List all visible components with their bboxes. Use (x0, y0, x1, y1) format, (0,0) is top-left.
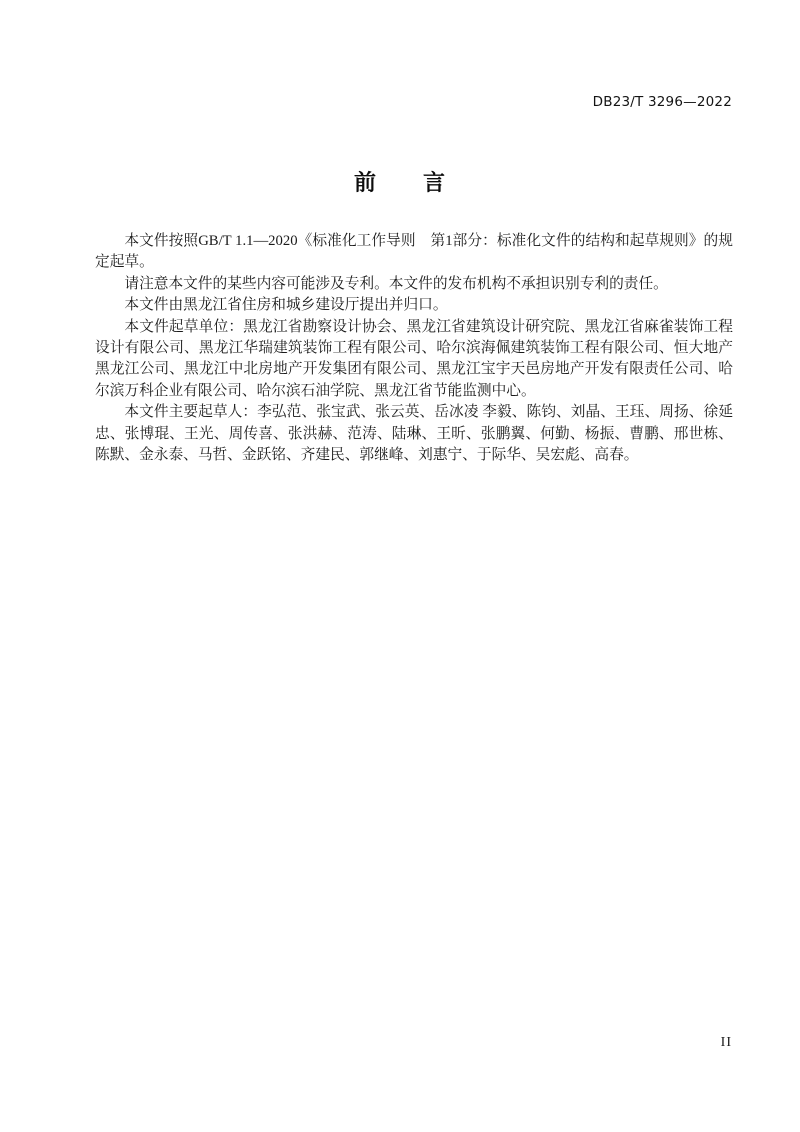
page-title: 前 言 (353, 170, 446, 196)
foreword-paragraph: 请注意本文件的某些内容可能涉及专利。本文件的发布机构不承担识别专利的责任。 (124, 275, 668, 292)
foreword-paragraph-drafting-units: 本文件起草单位：黑龙江省勘察设计协会、黑龙江省建筑设计研究院、黑龙江省麻雀装饰工程设计有限公司、黑龙江华瑞建筑装饰工程有限公司、哈尔滨海佩建筑装饰工程有限公司、恒大地产黑龙江公司、黑龙江中北房地产开发集团有限公司、黑龙江宝宇天邑房地产开发有限责任公司、哈尔滨万科企业有限公司、哈尔滨石油学院、黑龙江省节能监测中心。 (95, 318, 733, 399)
foreword-paragraph: 本文件由黑龙江省住房和城乡建设厅提出并归口。 (124, 297, 448, 314)
foreword-paragraph: 本文件按照GB/T 1.1—2020《标准化工作导则 第1部分：标准化文件的结构和起草规则》的规定起草。 (95, 233, 733, 271)
page-number: II (720, 1035, 732, 1050)
running-header-standard-number: DB23/T 3296—2022 (592, 94, 732, 110)
foreword-body (95, 231, 733, 466)
foreword-paragraph-drafters: 本文件主要起草人：李弘范、张宝武、张云英、岳冰凌 李毅、陈钧、刘晶、王珏、周扬、徐延忠、张博琨、王光、周传喜、张洪赫、范涛、陆琳、王昕、张鹏翼、何勤、杨振、曹鹏、邢世栋、陈默、金永泰、马哲、金跃铭、齐建民、郭继峰、刘惠宁、于际华、吴宏彪、高春。 (95, 404, 733, 464)
